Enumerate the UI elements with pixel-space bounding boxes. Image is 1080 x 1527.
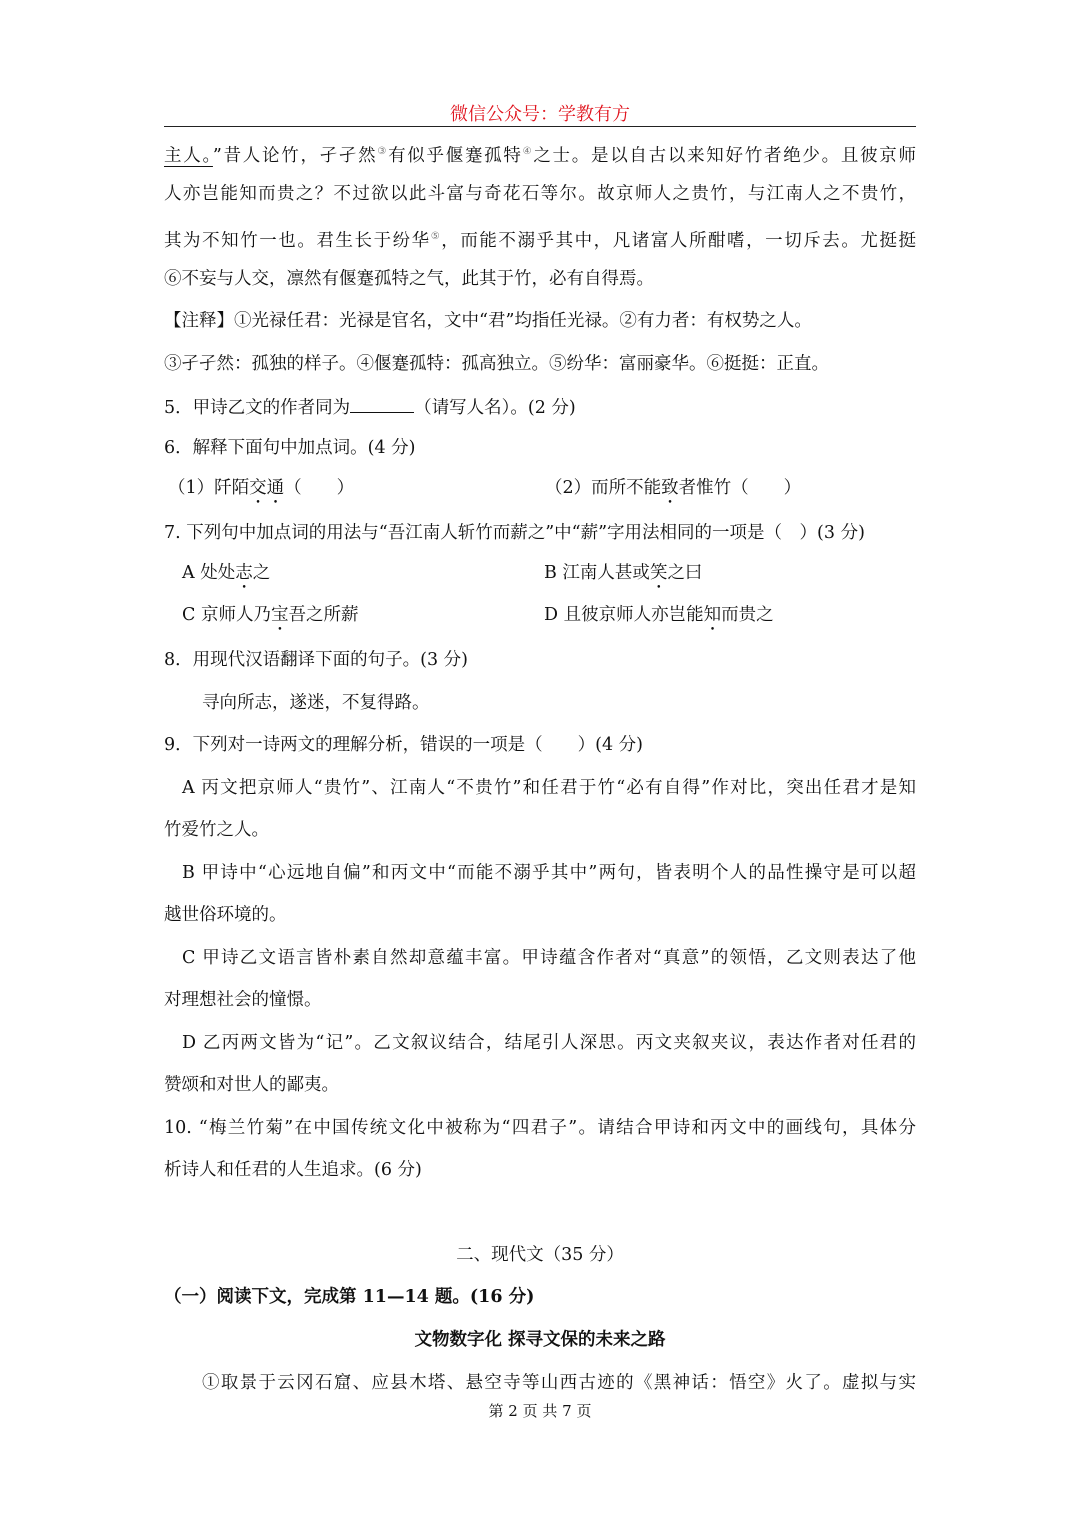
footnote-mark: ④ bbox=[522, 146, 534, 157]
dotted-word: 志 bbox=[235, 563, 253, 583]
text: 之曰 bbox=[667, 563, 703, 583]
option-a-cont: 竹爱竹之人。 bbox=[164, 820, 269, 840]
passage-line bbox=[164, 225, 916, 253]
option-b: B 甲诗中“心远地自偏”和丙文中“而能不溺乎其中”两句，皆表明个人的品性操守是可以超 bbox=[182, 863, 916, 883]
footnote-mark: ③ bbox=[377, 146, 389, 157]
header-rule bbox=[164, 126, 916, 127]
text: 其为不知竹一也。君生长于纷华 bbox=[164, 230, 431, 251]
section-title: 二、现代文（35 分） bbox=[456, 1245, 624, 1265]
passage-line: 人亦岂能知而贵之？不过欲以此斗富与奇花石等尔。故京师人之贵竹，与江南人之不贵竹， bbox=[164, 184, 916, 204]
dotted-word: 宝 bbox=[270, 605, 289, 625]
text: （ ） bbox=[284, 478, 355, 498]
question-9-title: 9．下列对一诗两文的理解分析，错误的一项是（ ）(4 分) bbox=[164, 735, 643, 755]
text: 有似乎偃蹇孤特 bbox=[388, 145, 523, 166]
article-paragraph: ①取景于云冈石窟、应县木塔、悬空寺等山西古迹的《黑神话：悟空》火了。虚拟与实 bbox=[202, 1373, 916, 1393]
text: D 且彼京师人亦岂能 bbox=[544, 605, 704, 625]
dotted-word: 笑 bbox=[649, 563, 668, 583]
option-a: A 丙文把京师人“贵竹”、江南人“不贵竹”和任君于竹“必有自得”作对比，突出任君才是知 bbox=[182, 778, 916, 798]
underlined-text: 主人。 bbox=[164, 145, 213, 166]
text: B 江南人甚或 bbox=[544, 563, 650, 583]
text: 而贵之 bbox=[721, 605, 774, 625]
question-5 bbox=[164, 394, 916, 420]
question-7-title: 7. 下列句中加点词的用法与“吾江南人斩竹而薪之”中“薪”字用法相同的一项是（ ）(3 分) bbox=[164, 523, 865, 543]
text: A 处处 bbox=[182, 563, 236, 583]
question-6-item-2 bbox=[545, 476, 915, 508]
article-title: 文物数字化 探寻文保的未来之路 bbox=[414, 1330, 666, 1350]
reading-instruction: （一）阅读下文，完成第 11—14 题。(16 分) bbox=[164, 1287, 535, 1307]
option-c-cont: 对理想社会的憧憬。 bbox=[164, 990, 322, 1010]
passage-line: ⑥不妄与人交，凛然有偃蹇孤特之气，此其于竹，必有自得焉。 bbox=[164, 269, 654, 289]
annotation-line: ③孑孑然：孤独的样子。④偃蹇孤特：孤高独立。⑤纷华：富丽豪华。⑥挺挺：正直。 bbox=[164, 354, 829, 374]
text: ”昔人论竹，孑孑然 bbox=[212, 145, 378, 166]
text: （1）阡陌 bbox=[168, 478, 250, 498]
question-8-sentence: 寻向所志，遂迷，不复得路。 bbox=[202, 693, 430, 713]
option-c: C 甲诗乙文语言皆朴素自然却意蕴丰富。甲诗蕴含作者对“真意”的领悟，乙文则表达了他 bbox=[182, 948, 916, 968]
text: 之 bbox=[252, 563, 271, 583]
text: 吾之所薪 bbox=[288, 605, 359, 625]
text: （2）而所不能 bbox=[545, 478, 662, 498]
text: 5．甲诗乙文的作者同为 bbox=[164, 398, 351, 418]
option-b bbox=[544, 561, 914, 593]
text: 之士。是以自古以来知好竹者绝少。且彼京师 bbox=[533, 145, 917, 166]
question-8-title: 8．用现代汉语翻译下面的句子。(3 分) bbox=[164, 650, 468, 670]
option-d-cont: 赞颂和对世人的鄙夷。 bbox=[164, 1075, 339, 1095]
option-d: D 乙丙两文皆为“记”。乙文叙议结合，结尾引人深思。丙文夹叙夹议，表达作者对任君的 bbox=[182, 1033, 916, 1053]
question-10-cont: 析诗人和任君的人生追求。(6 分) bbox=[164, 1160, 422, 1180]
text: ，而能不溺乎其中，凡诸富人所酣嗜，一切斥去。尤挺挺 bbox=[441, 230, 917, 251]
passage-line bbox=[164, 140, 916, 168]
annotation-line: 【注释】①光禄任君：光禄是官名，文中“君”均指任光禄。②有力者：有权势之人。 bbox=[164, 311, 812, 331]
dotted-word: 致 bbox=[661, 478, 679, 498]
page-footer: 第 2 页 共 7 页 bbox=[488, 1402, 592, 1420]
option-b-cont: 越世俗环境的。 bbox=[164, 905, 287, 925]
page-header: 微信公众号：学教有方 bbox=[450, 104, 630, 125]
text: （请写人名）。(2 分) bbox=[414, 398, 576, 418]
footnote-mark: ⑤ bbox=[430, 231, 442, 242]
dotted-word: 交通 bbox=[249, 478, 285, 498]
text: 者惟竹（ ） bbox=[678, 478, 802, 498]
option-d bbox=[544, 603, 914, 635]
question-10: 10. “梅兰竹菊”在中国传统文化中被称为“四君子”。请结合甲诗和丙文中的画线句，具体分 bbox=[164, 1118, 916, 1138]
dotted-word: 知 bbox=[703, 605, 722, 625]
answer-blank[interactable] bbox=[350, 394, 414, 413]
text: C 京师人乃 bbox=[182, 605, 271, 625]
question-6-title: 6．解释下面句中加点词。(4 分) bbox=[164, 438, 416, 458]
